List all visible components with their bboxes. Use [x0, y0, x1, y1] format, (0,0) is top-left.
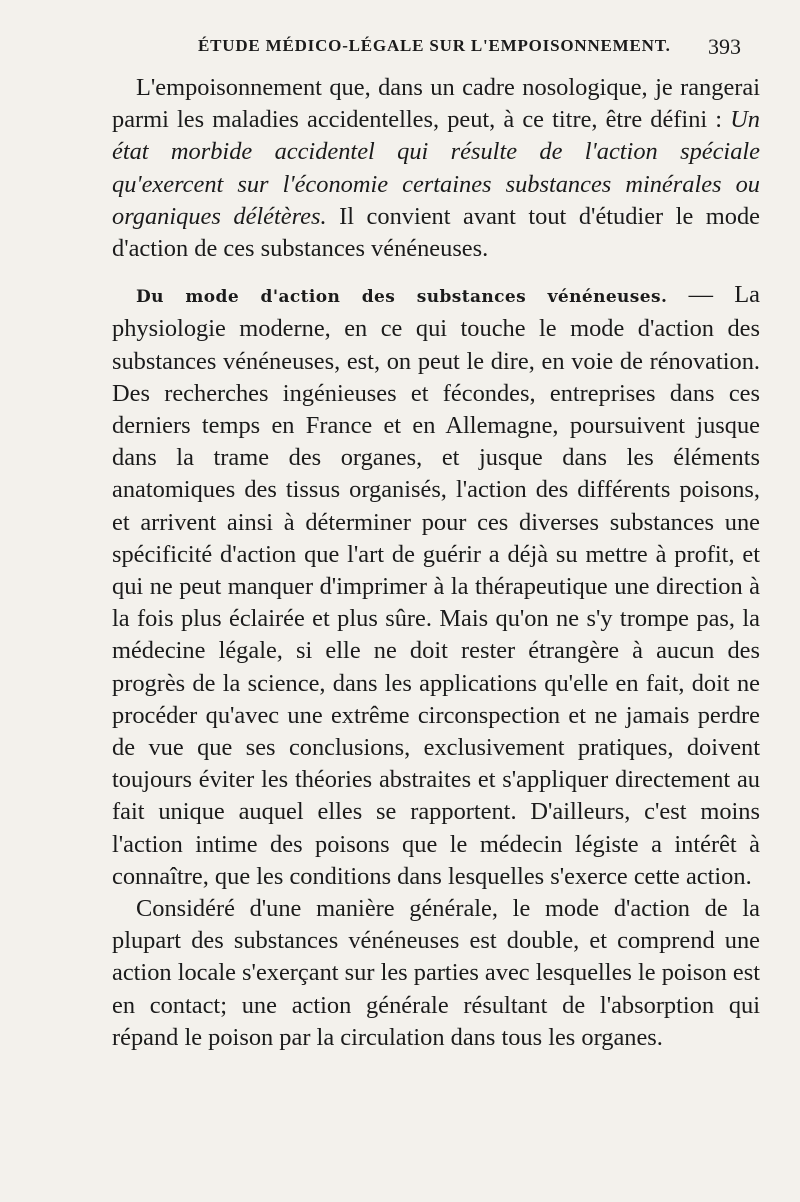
body-text	[112, 72, 760, 1054]
running-header	[0, 34, 800, 64]
paragraph-definition	[112, 72, 760, 265]
page-number: 393	[708, 34, 741, 59]
paragraph-mode-action	[112, 279, 760, 893]
paragraph-lead: L'empoisonnement que, dans un cadre nosologique, je rangerai parmi les maladies accidentelles, peut, à ce titre, être défini :	[112, 74, 760, 134]
paragraph-rest: Il convient avant tout d'étudier le mode d'action de ces substances vénéneuses.	[112, 202, 760, 263]
section-heading: Du mode d'action des substances vénéneuses.	[136, 287, 668, 308]
paragraph-double-action	[112, 893, 760, 1054]
paragraph-text: Considéré d'une manière générale, le mode d'action de la plupart des substances vénéneuses est double, et comprend une action locale s'exerçant sur les parties avec lesquelles le poison est en contact; une action générale résultant de l'absorption qui répand le poison par la circulation dans tous les organes.	[112, 895, 760, 1051]
definition-italic: Un état morbide accidentel qui résulte de l'action spéciale qu'exercent sur l'économie certaines substances minérales ou organiques délétères.	[112, 106, 760, 230]
paragraph-text: — La physiologie moderne, en ce qui touche le mode d'action des substances vénéneuses, est, on peut le dire, en voie de rénovation. Des recherches ingénieuses et fécondes, entreprises dans ces derniers temps en France et en Allemagne, poursuivent jusque dans la trame des organes, et jusque dans les éléments anatomiques des tissus organisés, l'action des différents poisons, et arrivent ainsi à déterminer pour ces diverses substances une spécificité d'action que l'art de guérir a déjà su mettre à profit, et qui ne peut manquer d'imprimer à la thérapeutique une direction à la fois plus éclairée et plus sûre. Mais qu'on ne s'y trompe pas, la médecine légale, si elle ne doit rester étrangère à aucun des progrès de la science, dans les applications qu'elle en fait, doit ne procéder qu'avec une extrême circonspection et ne jamais perdre de vue que ses conclusions, exclusivement pratiques, doivent toujours éviter les théories abstraites et s'appliquer directement au fait unique auquel elles se rapportent. D'ailleurs, c'est moins l'action intime des poisons que le médecin légiste a intérêt à connaître, que les conditions dans lesquelles s'exerce cette action.	[112, 281, 760, 890]
running-title: ÉTUDE MÉDICO-LÉGALE SUR L'EMPOISONNEMENT.	[198, 36, 671, 55]
